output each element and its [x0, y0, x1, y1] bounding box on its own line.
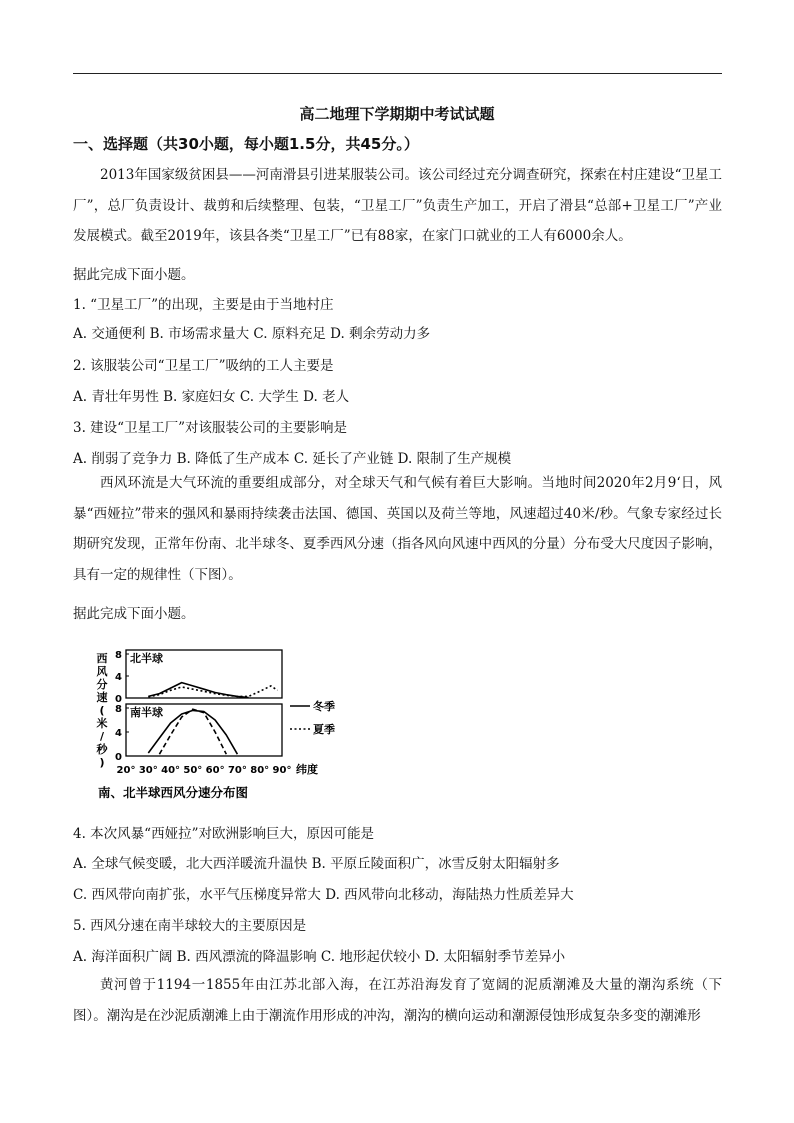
question-4-options-cd: C. 西风带向南扩张，水平气压梯度异常大 D. 西风带向北移动，海陆热力性质差异大	[73, 887, 574, 903]
passage-1: 2013年国家级贫困县——河南滑县引进某服装公司。该公司经过充分调查研究，探索在村庄建设“卫星工厂”，总厂负责设计、裁剪和后续整理、包装，“卫星工厂”负责生产加工，开启了滑县“总部+卫星工厂”产业发展模式。截至2019年，该县各类“卫星工厂”已有88家，在家门口就业的工人有6000余人。	[73, 167, 722, 244]
x-tick-label: 80°	[250, 765, 270, 776]
y-axis-label-char: 分	[96, 678, 108, 691]
x-tick-label: 70°	[227, 765, 247, 776]
panel-label-n: 北半球	[130, 652, 163, 665]
y-tick-label: 4	[115, 728, 122, 739]
passage-3: 黄河曾于1194一1855年由江苏北部入海，在江苏沿海发育了宽阔的泥质潮滩及大量的潮沟系统（下图）。潮沟是在沙泥质潮滩上由于潮流作用形成的冲沟，潮沟的横向运动和潮源侵蚀形成复杂多变的潮滩形	[73, 977, 722, 1024]
question-5-options: A. 海洋面积广阔 B. 西风漂流的降温影响 C. 地形起伏较小 D. 太阳辐射季节差异小	[73, 949, 566, 965]
y-axis-label-char: /	[99, 730, 105, 743]
y-tick-label: 8	[115, 704, 122, 715]
x-axis-unit: 纬度	[296, 763, 318, 776]
series-line-s-summer	[159, 709, 226, 754]
series-line-n-winter	[148, 683, 248, 698]
chart-caption: 南、北半球西风分速分布图	[98, 785, 249, 800]
x-tick-label: 90°	[272, 765, 292, 776]
page-title: 高二地理下学期期中考试试题	[299, 105, 495, 123]
prompt-2: 据此完成下面小题。	[73, 606, 195, 622]
question-3: 3. 建设“卫星工厂”对该服装公司的主要影响是	[73, 420, 347, 436]
x-tick-label: 40°	[161, 765, 181, 776]
question-4-options-ab: A. 全球气候变暖，北大西洋暖流升温快 B. 平原丘陵面积广，冰雪反射太阳辐射多	[73, 856, 560, 872]
legend-winter-label: 冬季	[313, 700, 335, 713]
y-axis-label-char: 速	[96, 691, 108, 704]
question-2-options: A. 青壮年男性 B. 家庭妇女 C. 大学生 D. 老人	[73, 389, 350, 405]
y-axis-label-char: )	[99, 756, 105, 769]
y-tick-label: 0	[115, 752, 122, 763]
prompt-1: 据此完成下面小题。	[73, 267, 195, 283]
x-tick-label: 50°	[183, 765, 203, 776]
question-2: 2. 该服装公司“卫星工厂”吸纳的工人主要是	[73, 358, 334, 374]
y-axis-label-char: 风	[96, 665, 108, 678]
x-tick-label: 60°	[205, 765, 225, 776]
y-tick-label: 4	[115, 672, 122, 683]
question-3-options: A. 削弱了竞争力 B. 降低了生产成本 C. 延长了产业链 D. 限制了生产规模	[73, 451, 512, 467]
panel-label-s: 南半球	[130, 706, 163, 719]
question-1: 1. “卫星工厂”的出现，主要是由于当地村庄	[73, 297, 334, 313]
question-5: 5. 西风分速在南半球较大的主要原因是	[73, 918, 307, 934]
y-axis-label-char: 米	[96, 717, 108, 730]
y-tick-label: 0	[115, 694, 122, 705]
y-tick-label: 8	[115, 650, 122, 661]
westerly-wind-chart	[96, 640, 376, 805]
y-axis-label-char: (	[99, 704, 105, 717]
x-tick-label: 30°	[138, 765, 158, 776]
legend-summer-label: 夏季	[313, 723, 335, 736]
question-4: 4. 本次风暴“西娅拉”对欧洲影响巨大，原因可能是	[73, 826, 374, 842]
section-heading: 一、选择题（共30小题，每小题1.5分，共45分。）	[73, 135, 419, 153]
question-1-options: A. 交通便利 B. 市场需求量大 C. 原料充足 D. 剩余劳动力多	[73, 326, 431, 342]
passage-2: 西风环流是大气环流的重要组成部分，对全球天气和气候有着巨大影响。当地时间2020年2月9‘日，风暴“西娅拉”带来的强风和暴雨持续袭击法国、德国、英国以及荷兰等地，风速超过40米/秒。气象专家经过长期研究发现，正常年份南、北半球冬、夏季西风分速（指各风向风速中西风的分量）分布受大尺度因子影响，具有一定的规律性（下图）。	[73, 475, 722, 583]
y-axis-label-char: 秒	[96, 743, 108, 756]
y-axis-label-char: 西	[96, 652, 108, 665]
x-tick-label: 20°	[116, 765, 136, 776]
header-rule	[73, 73, 722, 74]
